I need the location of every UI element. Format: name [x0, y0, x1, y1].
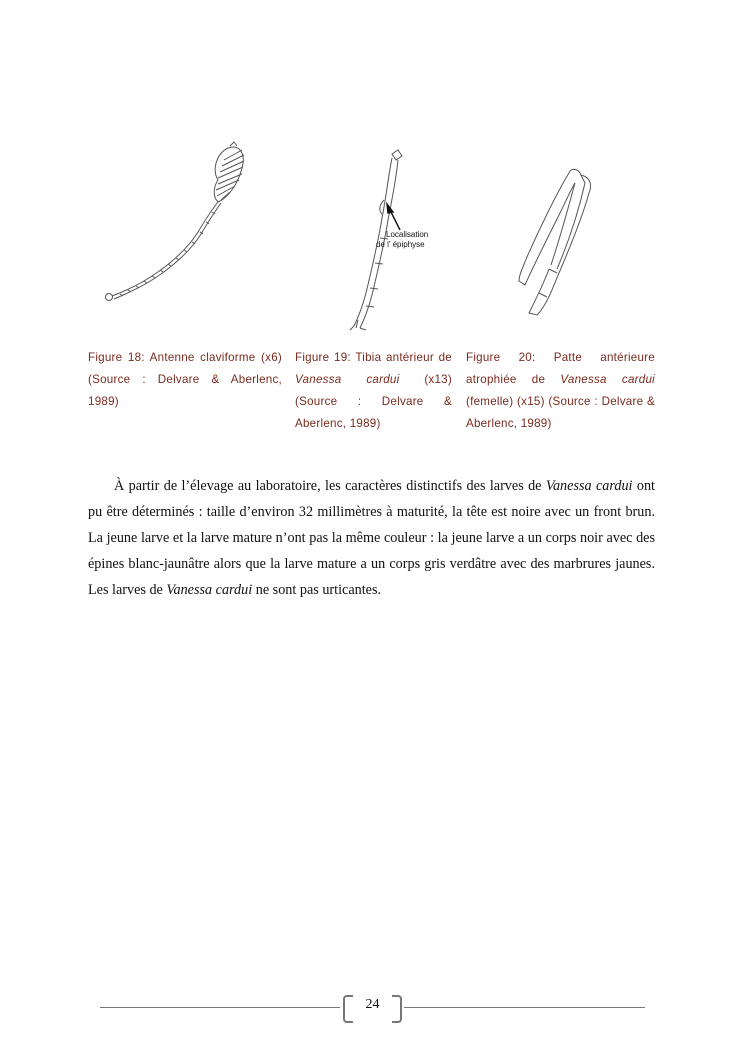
paragraph-species-1: Vanessa cardui: [545, 478, 633, 494]
page-footer: [100, 993, 645, 1023]
figure-19-annotation-line2: de l’ épiphyse: [376, 240, 425, 249]
paragraph-text-1: À partir de l’élevage au laboratoire, les caractères distinctifs des larves de: [114, 478, 546, 494]
footer-line-right: [404, 1007, 645, 1008]
paragraph-text-3: ne sont pas urticantes.: [252, 582, 382, 598]
figure-19-annotation-line1: Localisation: [386, 230, 429, 239]
figure-19-species-name: Vanessa cardui: [295, 373, 400, 386]
figure-19-caption: [295, 347, 452, 435]
figure-20-species-name: Vanessa cardui: [560, 373, 655, 386]
figure-20-caption-text-1: Patte antérieure atrophiée de: [466, 351, 655, 386]
figure-19-tibia-drawing: [330, 148, 450, 333]
figure-19-caption-text-2: (x13) (Source : Delvare & Aberlenc, 1989): [295, 373, 452, 430]
page-number: 24: [365, 997, 380, 1012]
body-paragraph: [88, 473, 655, 603]
figure-18-caption-text: Antenne claviforme (x6) (Source : Delvare & Aberlenc, 1989): [88, 351, 283, 408]
figure-20-caption: [466, 347, 655, 435]
figure-19-label: Figure 19:: [295, 351, 351, 364]
paragraph-text-2: ont pu être déterminés : taille d’environ 32 millimètres à maturité, la tête est noire avec un front brun. La jeune larve et la larve mature n’ont pas la même couleur : la jeune larve a un corps noir avec des épines blanc-jaunâtre alors que la larve mature a un corps gris verdâtre avec des marbrures jaunes. Les larves de: [88, 478, 655, 598]
figure-19-caption-text-1: Tibia antérieur de: [350, 351, 452, 364]
figure-18-caption: [88, 347, 282, 413]
figure-20-leg-drawing: [505, 165, 615, 325]
figure-18-label: Figure 18:: [88, 351, 145, 364]
paragraph-species-2: Vanessa cardui: [166, 582, 253, 598]
figure-20-label: Figure 20:: [466, 351, 536, 364]
footer-bracket-right: [392, 995, 402, 1023]
figure-18-antenna-drawing: [100, 140, 260, 310]
figure-20-caption-text-2: (femelle) (x15) (Source : Delvare & Aberlenc, 1989): [466, 395, 655, 430]
